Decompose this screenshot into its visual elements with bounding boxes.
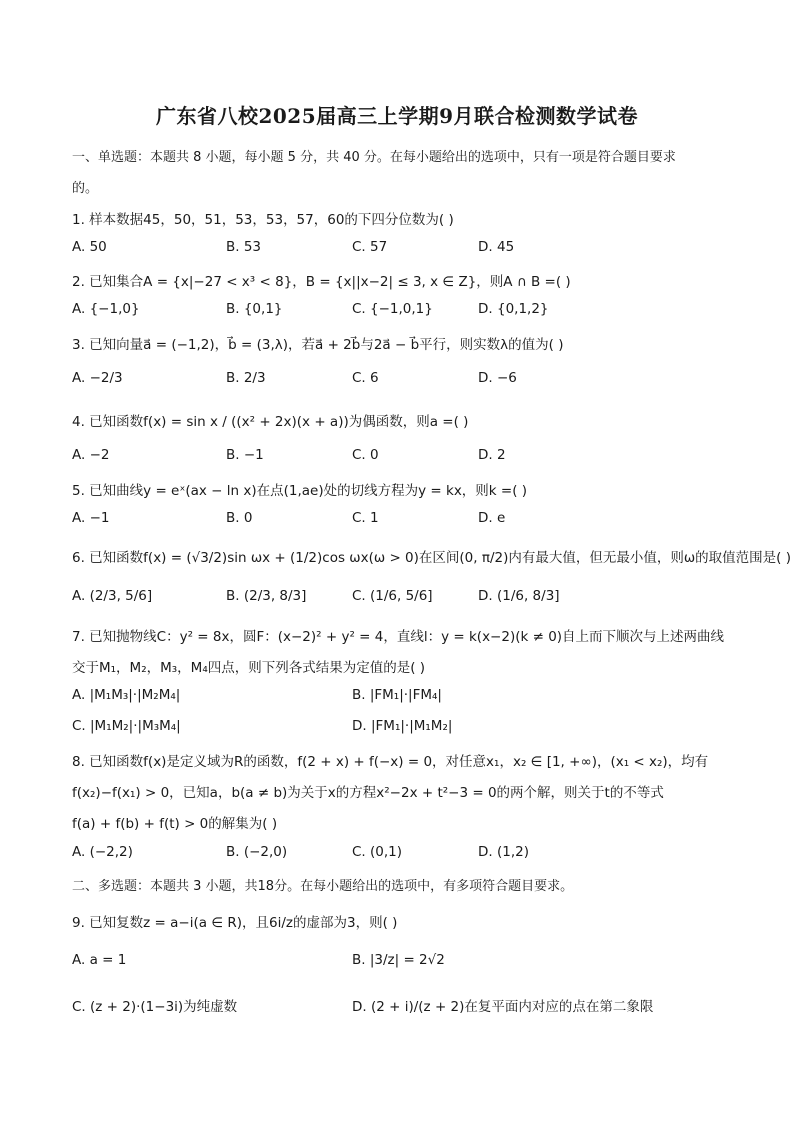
q8-option-d: D. (1,2) — [478, 844, 529, 860]
q6-option-b: B. (2/3, 8/3] — [226, 588, 307, 604]
q5-option-b: B. 0 — [226, 510, 253, 526]
page-title: 广东省八校2025届高三上学期9月联合检测数学试卷 — [155, 104, 639, 128]
section1-instruction: 一、单选题：本题共 8 小题，每小题 5 分，共 40 分。在每小题给出的选项中，只有一项是符合题目要求 — [72, 150, 676, 165]
section2-instruction: 二、多选题：本题共 3 小题，共18分。在每小题给出的选项中，有多项符合题目要求。 — [72, 879, 574, 894]
question-9-stem: 9. 已知复数z = a−i(a ∈ R)，且6i/z的虚部为3，则( ) — [72, 915, 398, 931]
q1-option-d: D. 45 — [478, 239, 515, 255]
question-8-stem-cont2: f(a) + f(b) + f(t) > 0的解集为( ) — [72, 816, 278, 832]
question-7-stem-cont: 交于M₁，M₂，M₃，M₄四点，则下列各式结果为定值的是( ) — [72, 660, 426, 676]
q3-option-a: A. −2/3 — [72, 370, 123, 386]
q3-option-b: B. 2/3 — [226, 370, 266, 386]
section1-instruction-cont: 的。 — [72, 181, 99, 196]
question-8-stem-cont1: f(x₂)−f(x₁) > 0，已知a，b(a ≠ b)为关于x的方程x²−2x + t²−3 = 0的两个解，则关于t的不等式 — [72, 785, 664, 801]
question-6-stem: 6. 已知函数f(x) = (√3/2)sin ωx + (1/2)cos ωx(ω > 0)在区间(0, π/2)内有最大值，但无最小值，则ω的取值范围是( ) — [72, 550, 792, 566]
q1-option-c: C. 57 — [352, 239, 388, 255]
question-4-stem: 4. 已知函数f(x) = sin x / ((x² + 2x)(x + a))为偶函数，则a =( ) — [72, 414, 469, 430]
q6-option-a: A. (2/3, 5/6] — [72, 588, 153, 604]
q6-option-c: C. (1/6, 5/6] — [352, 588, 433, 604]
q1-option-b: B. 53 — [226, 239, 262, 255]
q7-option-a: A. |M₁M₃|·|M₂M₄| — [72, 687, 181, 703]
question-7-stem: 7. 已知抛物线C：y² = 8x，圆F：(x−2)² + y² = 4，直线l：y = k(x−2)(k ≠ 0)自上而下顺次与上述两曲线 — [72, 629, 725, 645]
q9-option-b: B. |3/z| = 2√2 — [352, 952, 445, 968]
q4-option-c: C. 0 — [352, 447, 379, 463]
q4-option-a: A. −2 — [72, 447, 110, 463]
q8-option-b: B. (−2,0) — [226, 844, 288, 860]
q7-option-c: C. |M₁M₂|·|M₃M₄| — [72, 718, 181, 734]
question-8-stem: 8. 已知函数f(x)是定义域为R的函数，f(2 + x) + f(−x) = 0，对任意x₁，x₂ ∈ [1, +∞)，(x₁ < x₂)，均有 — [72, 754, 709, 770]
q2-option-a: A. {−1,0} — [72, 301, 140, 317]
q7-option-b: B. |FM₁|·|FM₄| — [352, 687, 442, 703]
q5-option-d: D. e — [478, 510, 506, 526]
question-3-stem: 3. 已知向量a⃗ = (−1,2)，b⃗ = (3,λ)，若a⃗ + 2b⃗与2a⃗ − b⃗平行，则实数λ的值为( ) — [72, 337, 564, 353]
q2-option-b: B. {0,1} — [226, 301, 283, 317]
q4-option-d: D. 2 — [478, 447, 506, 463]
q2-option-d: D. {0,1,2} — [478, 301, 549, 317]
q9-option-c: C. (z + 2)·(1−3i)为纯虚数 — [72, 999, 238, 1015]
question-1-stem: 1. 样本数据45，50，51，53，53，57，60的下四分位数为( ) — [72, 212, 454, 228]
q1-option-a: A. 50 — [72, 239, 107, 255]
q4-option-b: B. −1 — [226, 447, 264, 463]
q3-option-c: C. 6 — [352, 370, 379, 386]
q5-option-a: A. −1 — [72, 510, 110, 526]
q8-option-c: C. (0,1) — [352, 844, 403, 860]
question-2-stem: 2. 已知集合A = {x|−27 < x³ < 8}，B = {x||x−2| ≤ 3, x ∈ Z}，则A ∩ B =( ) — [72, 274, 571, 290]
q3-option-d: D. −6 — [478, 370, 517, 386]
q5-option-c: C. 1 — [352, 510, 379, 526]
q2-option-c: C. {−1,0,1} — [352, 301, 433, 317]
q7-option-d: D. |FM₁|·|M₁M₂| — [352, 718, 453, 734]
q6-option-d: D. (1/6, 8/3] — [478, 588, 560, 604]
q9-option-d: D. (2 + i)/(z + 2)在复平面内对应的点在第二象限 — [352, 999, 654, 1015]
question-5-stem: 5. 已知曲线y = eˣ(ax − ln x)在点(1,ae)处的切线方程为y = kx，则k =( ) — [72, 483, 528, 499]
q9-option-a: A. a = 1 — [72, 952, 127, 968]
q8-option-a: A. (−2,2) — [72, 844, 133, 860]
